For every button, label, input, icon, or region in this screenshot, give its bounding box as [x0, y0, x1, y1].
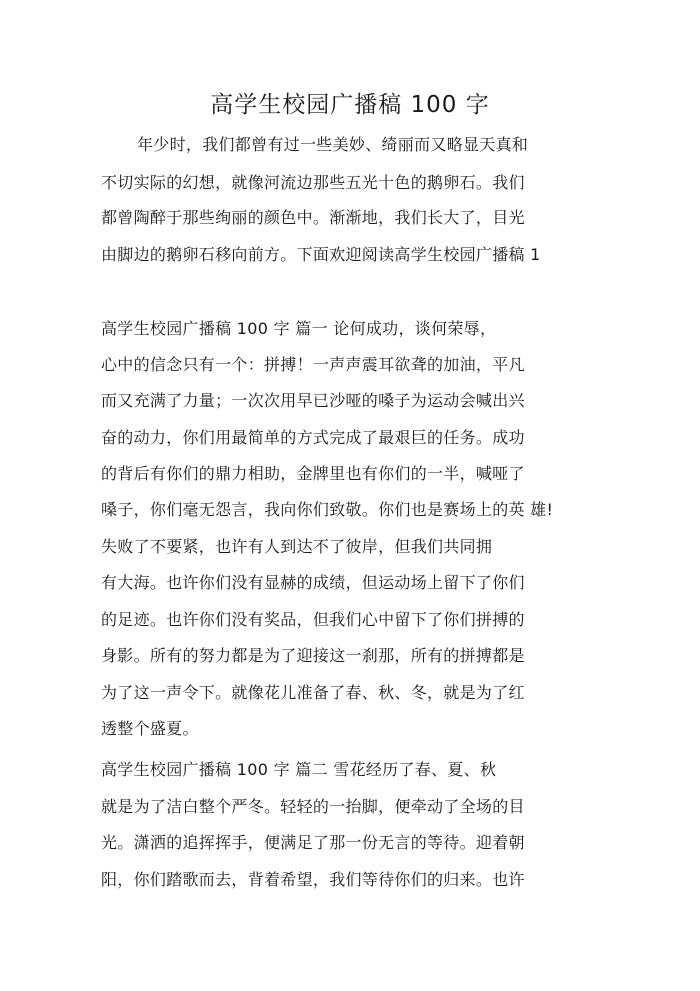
text-line: 透整个盛夏。 [101, 719, 199, 738]
text-line: 嗓子，你们毫无怨言，我向你们致敬。你们也是赛场上的英 雄! [101, 500, 554, 519]
document-title: 高学生校园广播稿 100 字 [210, 92, 490, 118]
text-line: 由脚边的鹅卵石移向前方。下面欢迎阅读高学生校园广播稿 1 [101, 245, 541, 264]
text-line: 而又充满了力量；一次次用早已沙哑的嗓子为运动会喊出兴 [101, 391, 525, 410]
text-line: 都曾陶醉于那些绚丽的颜色中。渐渐地，我们长大了，目光 [101, 208, 525, 227]
text-line: 高学生校园广播稿 100 字 篇二 雪花经历了春、夏、秋 [101, 760, 497, 779]
text-line: 的背后有你们的鼎力相助，金牌里也有你们的一半，喊哑了 [101, 464, 525, 483]
text-line: 奋的动力，你们用最简单的方式完成了最艰巨的任务。成功 [101, 428, 525, 447]
text-line: 高学生校园广播稿 100 字 篇一 论何成功，谈何荣辱， [101, 319, 497, 338]
text-line: 失败了不要紧，也许有人到达不了彼岸，但我们共同拥 [101, 537, 493, 556]
text-line: 就是为了洁白整个严冬。轻轻的一抬脚，便牵动了全场的目 [101, 797, 525, 816]
text-line: 身影。所有的努力都是为了迎接这一刹那，所有的拼搏都是 [101, 646, 525, 665]
text-line: 年少时，我们都曾有过一些美妙、绮丽而又略显天真和 [137, 135, 529, 154]
text-line: 阳，你们踏歌而去，背着希望，我们等待你们的归来。也许 [101, 870, 525, 889]
text-line: 的足迹。也许你们没有奖品，但我们心中留下了你们拼搏的 [101, 610, 525, 629]
text-line: 光。潇洒的追挥挥手，便满足了那一份无言的等待。迎着朝 [101, 833, 525, 852]
text-line: 有大海。也许你们没有显赫的成绩，但运动场上留下了你们 [101, 573, 525, 592]
text-line: 不切实际的幻想，就像河流边那些五光十色的鹅卵石。我们 [101, 173, 525, 192]
text-line: 心中的信念只有一个：拼搏！一声声震耳欲聋的加油，平凡 [101, 355, 525, 374]
text-line: 为了这一声令下。就像花儿准备了春、秋、冬，就是为了红 [101, 683, 525, 702]
